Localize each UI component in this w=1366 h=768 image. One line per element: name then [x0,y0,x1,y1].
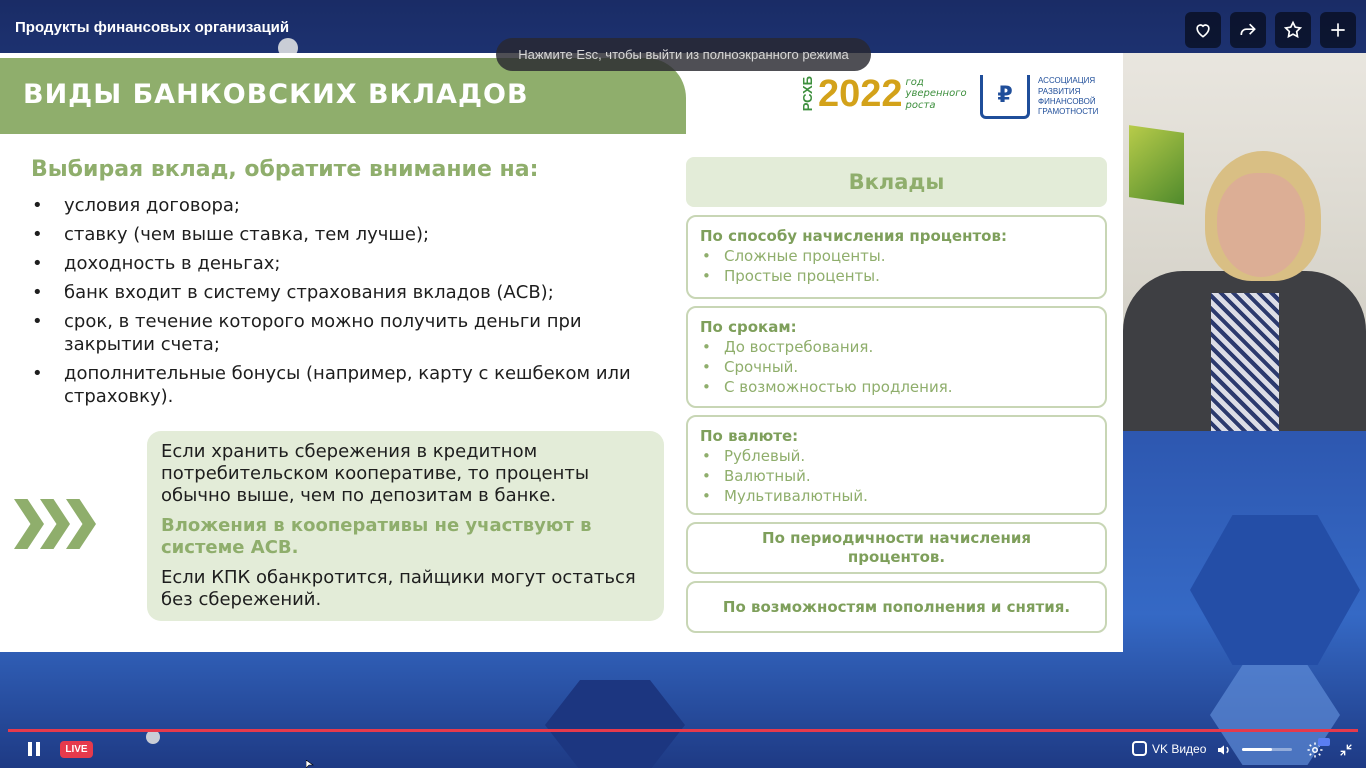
list-item: • доходность в деньгах; [32,252,642,275]
list-item: • дополнительные бонусы (например, карту с кешбеком или страховку). [32,362,642,408]
star-icon [1283,20,1303,40]
chevrons-decoration [14,499,92,549]
list-item: • С возможностью продления. [700,377,1093,397]
speaker-figure [1123,143,1366,431]
rshb-logo [800,75,967,113]
chevron-right-icon [14,499,44,549]
bg-hexagon [545,680,685,768]
hd-badge [1318,738,1330,746]
exit-fullscreen-icon[interactable] [1338,742,1354,758]
category-title: По периодичности начисления процентов. [762,529,1031,566]
list-item: • До востребования. [700,337,1093,357]
favorite-button[interactable] [1275,12,1311,48]
share-icon [1238,20,1258,40]
afg-logo [980,75,1108,119]
deposit-category [686,215,1107,299]
category-title: По срокам: [700,318,797,336]
speaker-blouse [1211,293,1279,431]
rshb-caption-line: роста [905,99,936,111]
add-button[interactable] [1320,12,1356,48]
bg-dot [146,730,160,744]
pause-button[interactable] [28,742,46,758]
attention-list [32,194,642,414]
cooperative-risk: Если КПК обанкротится, пайщики могут остаться без сбережений. [161,567,636,610]
volume-slider-fill [1242,748,1272,751]
category-title: По способу начисления процентов: [700,227,1007,245]
speaker-face [1217,173,1305,277]
pause-icon [36,742,40,756]
cooperative-text: Если хранить сбережения в кредитном потребительском кооперативе, то проценты обычно выше, чем по депозитам в банке. [161,441,590,506]
afg-logo-text: АССОЦИАЦИЯ РАЗВИТИЯ ФИНАНСОВОЙ ГРАМОТНОСТИ [1038,76,1099,117]
share-button[interactable] [1230,12,1266,48]
video-title: Продукты финансовых организаций [15,19,290,36]
like-button[interactable] [1185,12,1221,48]
list-item: • условия договора; [32,194,642,217]
category-items [700,246,1093,286]
chevron-right-icon [66,499,96,549]
plus-icon [1328,20,1348,40]
deposit-category [686,415,1107,515]
list-item: • Мультивалютный. [700,486,1093,506]
bg-hexagon [1190,515,1360,665]
deposit-category [686,581,1107,633]
rshb-caption-line: год [905,76,924,88]
ruble-book-icon: ₽ [980,75,1030,119]
rshb-logo-text: РСХБ [800,76,815,112]
volume-slider[interactable] [1242,748,1292,751]
category-items [700,446,1093,506]
fullscreen-hint: Нажмите Esc, чтобы выйти из полноэкранного режима [496,38,871,71]
slide-title: ВИДЫ БАНКОВСКИХ ВКЛАДОВ [23,79,529,110]
volume-icon[interactable] [1216,742,1232,758]
progress-bar[interactable] [8,729,1358,732]
vk-video-icon [1132,741,1147,756]
list-item: • банк входит в систему страхования вкладов (АСВ); [32,281,642,304]
mouse-cursor-icon [306,760,316,768]
list-item: • срок, в течение которого можно получить деньги при закрытии счета; [32,310,642,356]
heart-icon [1193,20,1213,40]
category-items [700,337,1093,397]
list-item: • Сложные проценты. [700,246,1093,266]
list-item: • Простые проценты. [700,266,1093,286]
vk-video-label: VK Видео [1152,741,1207,756]
category-title: По возможностям пополнения и снятия. [722,597,1071,616]
list-item: • Срочный. [700,357,1093,377]
rshb-caption-line: уверенного [905,88,967,100]
list-item: • Валютный. [700,466,1093,486]
category-title: По валюте: [700,427,799,445]
pause-icon [28,742,32,756]
deposit-category [686,306,1107,408]
presentation-slide [0,53,1123,652]
live-badge[interactable]: LIVE [60,741,93,758]
rshb-logo-year: 2022 [818,73,903,115]
speaker-webcam [1123,53,1366,431]
chevron-right-icon [40,499,70,549]
cooperative-note [147,431,664,621]
attention-heading: Выбирая вклад, обратите внимание на: [31,157,539,182]
list-item: • Рублевый. [700,446,1093,466]
deposits-heading: Вклады [686,157,1107,207]
list-item: • ставку (чем выше ставка, тем лучше); [32,223,642,246]
rshb-logo-caption [906,77,967,112]
top-actions [1185,12,1356,48]
cooperative-warning: Вложения в кооперативы не участвуют в системе АСВ. [161,515,592,558]
deposit-category [686,522,1107,574]
vk-video-brand[interactable] [1132,741,1206,756]
